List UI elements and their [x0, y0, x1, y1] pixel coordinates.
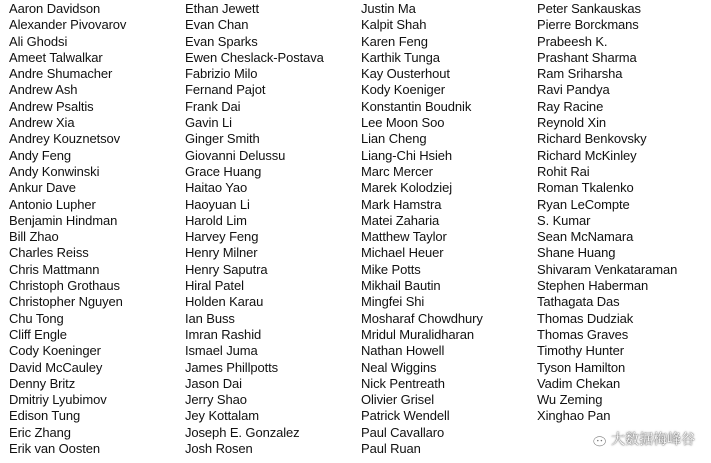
name-item: Timothy Hunter: [537, 343, 624, 359]
name-item: Marc Mercer: [361, 163, 433, 179]
name-column-1: [9, 1, 126, 457]
name-item: Prabeesh K.: [537, 33, 608, 49]
name-item: Reynold Xin: [537, 115, 606, 131]
name-item: Mike Potts: [361, 261, 421, 277]
name-item: Ewen Cheslack-Postava: [185, 49, 324, 65]
name-item: Erik van Oosten: [9, 441, 100, 457]
name-item: Henry Milner: [185, 245, 258, 261]
name-item: Chu Tong: [9, 310, 64, 326]
name-item: Giovanni Delussu: [185, 147, 286, 163]
name-item: Dmitriy Lyubimov: [9, 392, 107, 408]
name-item: Lian Cheng: [361, 131, 427, 147]
watermark: [585, 429, 695, 449]
name-item: Patrick Wendell: [361, 408, 450, 424]
name-item: Jerry Shao: [185, 392, 247, 408]
name-item: Olivier Grisel: [361, 392, 434, 408]
name-item: Fabrizio Milo: [185, 66, 258, 82]
name-item: Charles Reiss: [9, 245, 89, 261]
name-item: Kay Ousterhout: [361, 66, 450, 82]
name-item: Haoyuan Li: [185, 196, 250, 212]
name-column-2: [185, 1, 324, 457]
name-item: Kody Koeniger: [361, 82, 445, 98]
name-item: Bill Zhao: [9, 229, 59, 245]
name-item: Matthew Taylor: [361, 229, 447, 245]
watermark-text: 大数据梅峰谷: [611, 432, 695, 448]
name-item: Henry Saputra: [185, 261, 268, 277]
name-item: Shane Huang: [537, 245, 616, 261]
name-item: Fernand Pajot: [185, 82, 266, 98]
name-item: Lee Moon Soo: [361, 115, 445, 131]
name-column-3: [361, 1, 483, 457]
name-item: Evan Sparks: [185, 33, 258, 49]
name-item: Harold Lim: [185, 212, 247, 228]
name-item: Paul Ruan: [361, 441, 421, 457]
name-item: Roman Tkalenko: [537, 180, 634, 196]
name-item: Evan Chan: [185, 17, 249, 33]
name-item: Thomas Graves: [537, 326, 629, 342]
name-item: David McCauley: [9, 359, 103, 375]
name-item: Richard Benkovsky: [537, 131, 647, 147]
name-item: Ankur Dave: [9, 180, 76, 196]
name-item: Ryan LeCompte: [537, 196, 630, 212]
name-item: Mosharaf Chowdhury: [361, 310, 483, 326]
name-item: Justin Ma: [361, 1, 416, 16]
name-item: Andy Feng: [9, 147, 71, 163]
name-item: Cliff Engle: [9, 326, 67, 342]
name-item: Joseph E. Gonzalez: [185, 424, 300, 440]
name-item: Sean McNamara: [537, 229, 634, 245]
wechat-icon: [585, 430, 607, 448]
name-item: Nick Pentreath: [361, 375, 445, 391]
name-item: Ram Sriharsha: [537, 66, 623, 82]
name-item: Alexander Pivovarov: [9, 17, 127, 33]
name-item: Ray Racine: [537, 98, 604, 114]
name-item: Matei Zaharia: [361, 212, 440, 228]
name-item: S. Kumar: [537, 212, 591, 228]
name-item: Ian Buss: [185, 310, 235, 326]
name-item: Chris Mattmann: [9, 261, 100, 277]
name-item: James Phillpotts: [185, 359, 279, 375]
name-item: Grace Huang: [185, 163, 262, 179]
name-item: Liang-Chi Hsieh: [361, 147, 452, 163]
name-item: Pierre Borckmans: [537, 17, 639, 33]
name-item: Rohit Rai: [537, 163, 590, 179]
name-item: Ethan Jewett: [185, 1, 259, 16]
name-item: Vadim Chekan: [537, 375, 621, 391]
name-item: Jey Kottalam: [185, 408, 259, 424]
name-item: Neal Wiggins: [361, 359, 437, 375]
name-item: Richard McKinley: [537, 147, 637, 163]
name-item: Peter Sankauskas: [537, 1, 641, 16]
name-item: Konstantin Boudnik: [361, 98, 472, 114]
name-item: Shivaram Venkataraman: [537, 261, 678, 277]
name-item: Stephen Haberman: [537, 278, 649, 294]
name-item: Andrey Kouznetsov: [9, 131, 121, 147]
name-item: Michael Heuer: [361, 245, 444, 261]
name-item: Gavin Li: [185, 115, 232, 131]
name-item: Ginger Smith: [185, 131, 260, 147]
name-item: Antonio Lupher: [9, 196, 96, 212]
name-item: Mikhail Bautin: [361, 278, 441, 294]
name-item: Marek Kolodziej: [361, 180, 452, 196]
name-item: Haitao Yao: [185, 180, 248, 196]
name-item: Imran Rashid: [185, 326, 262, 342]
name-item: Denny Britz: [9, 375, 76, 391]
name-item: Jason Dai: [185, 375, 242, 391]
name-item: Karthik Tunga: [361, 49, 440, 65]
name-item: Christoph Grothaus: [9, 278, 120, 294]
name-item: Tathagata Das: [537, 294, 620, 310]
name-item: Andrew Ash: [9, 82, 78, 98]
name-item: Hiral Patel: [185, 278, 244, 294]
name-item: Frank Dai: [185, 98, 241, 114]
name-item: Harvey Feng: [185, 229, 259, 245]
name-item: Prashant Sharma: [537, 49, 637, 65]
name-item: Mingfei Shi: [361, 294, 425, 310]
contributors-list: [0, 1, 711, 463]
name-item: Andy Konwinski: [9, 163, 100, 179]
name-item: Wu Zeming: [537, 392, 603, 408]
name-item: Andrew Psaltis: [9, 98, 94, 114]
name-item: Thomas Dudziak: [537, 310, 634, 326]
name-item: Aaron Davidson: [9, 1, 101, 16]
name-item: Andre Shumacher: [9, 66, 113, 82]
name-item: Xinghao Pan: [537, 408, 611, 424]
name-item: Holden Karau: [185, 294, 264, 310]
name-item: Cody Koeninger: [9, 343, 101, 359]
name-item: Benjamin Hindman: [9, 212, 118, 228]
name-item: Josh Rosen: [185, 441, 253, 457]
name-item: Christopher Nguyen: [9, 294, 123, 310]
name-item: Edison Tung: [9, 408, 81, 424]
name-column-4: [537, 1, 677, 425]
name-item: Ali Ghodsi: [9, 33, 68, 49]
name-item: Nathan Howell: [361, 343, 445, 359]
name-item: Tyson Hamilton: [537, 359, 626, 375]
name-item: Kalpit Shah: [361, 17, 427, 33]
name-item: Mridul Muralidharan: [361, 326, 474, 342]
name-item: Ravi Pandya: [537, 82, 610, 98]
name-item: Eric Zhang: [9, 424, 71, 440]
name-item: Paul Cavallaro: [361, 424, 445, 440]
name-item: Ismael Juma: [185, 343, 258, 359]
name-item: Ameet Talwalkar: [9, 49, 103, 65]
name-item: Andrew Xia: [9, 115, 75, 131]
name-item: Mark Hamstra: [361, 196, 442, 212]
name-item: Karen Feng: [361, 33, 428, 49]
